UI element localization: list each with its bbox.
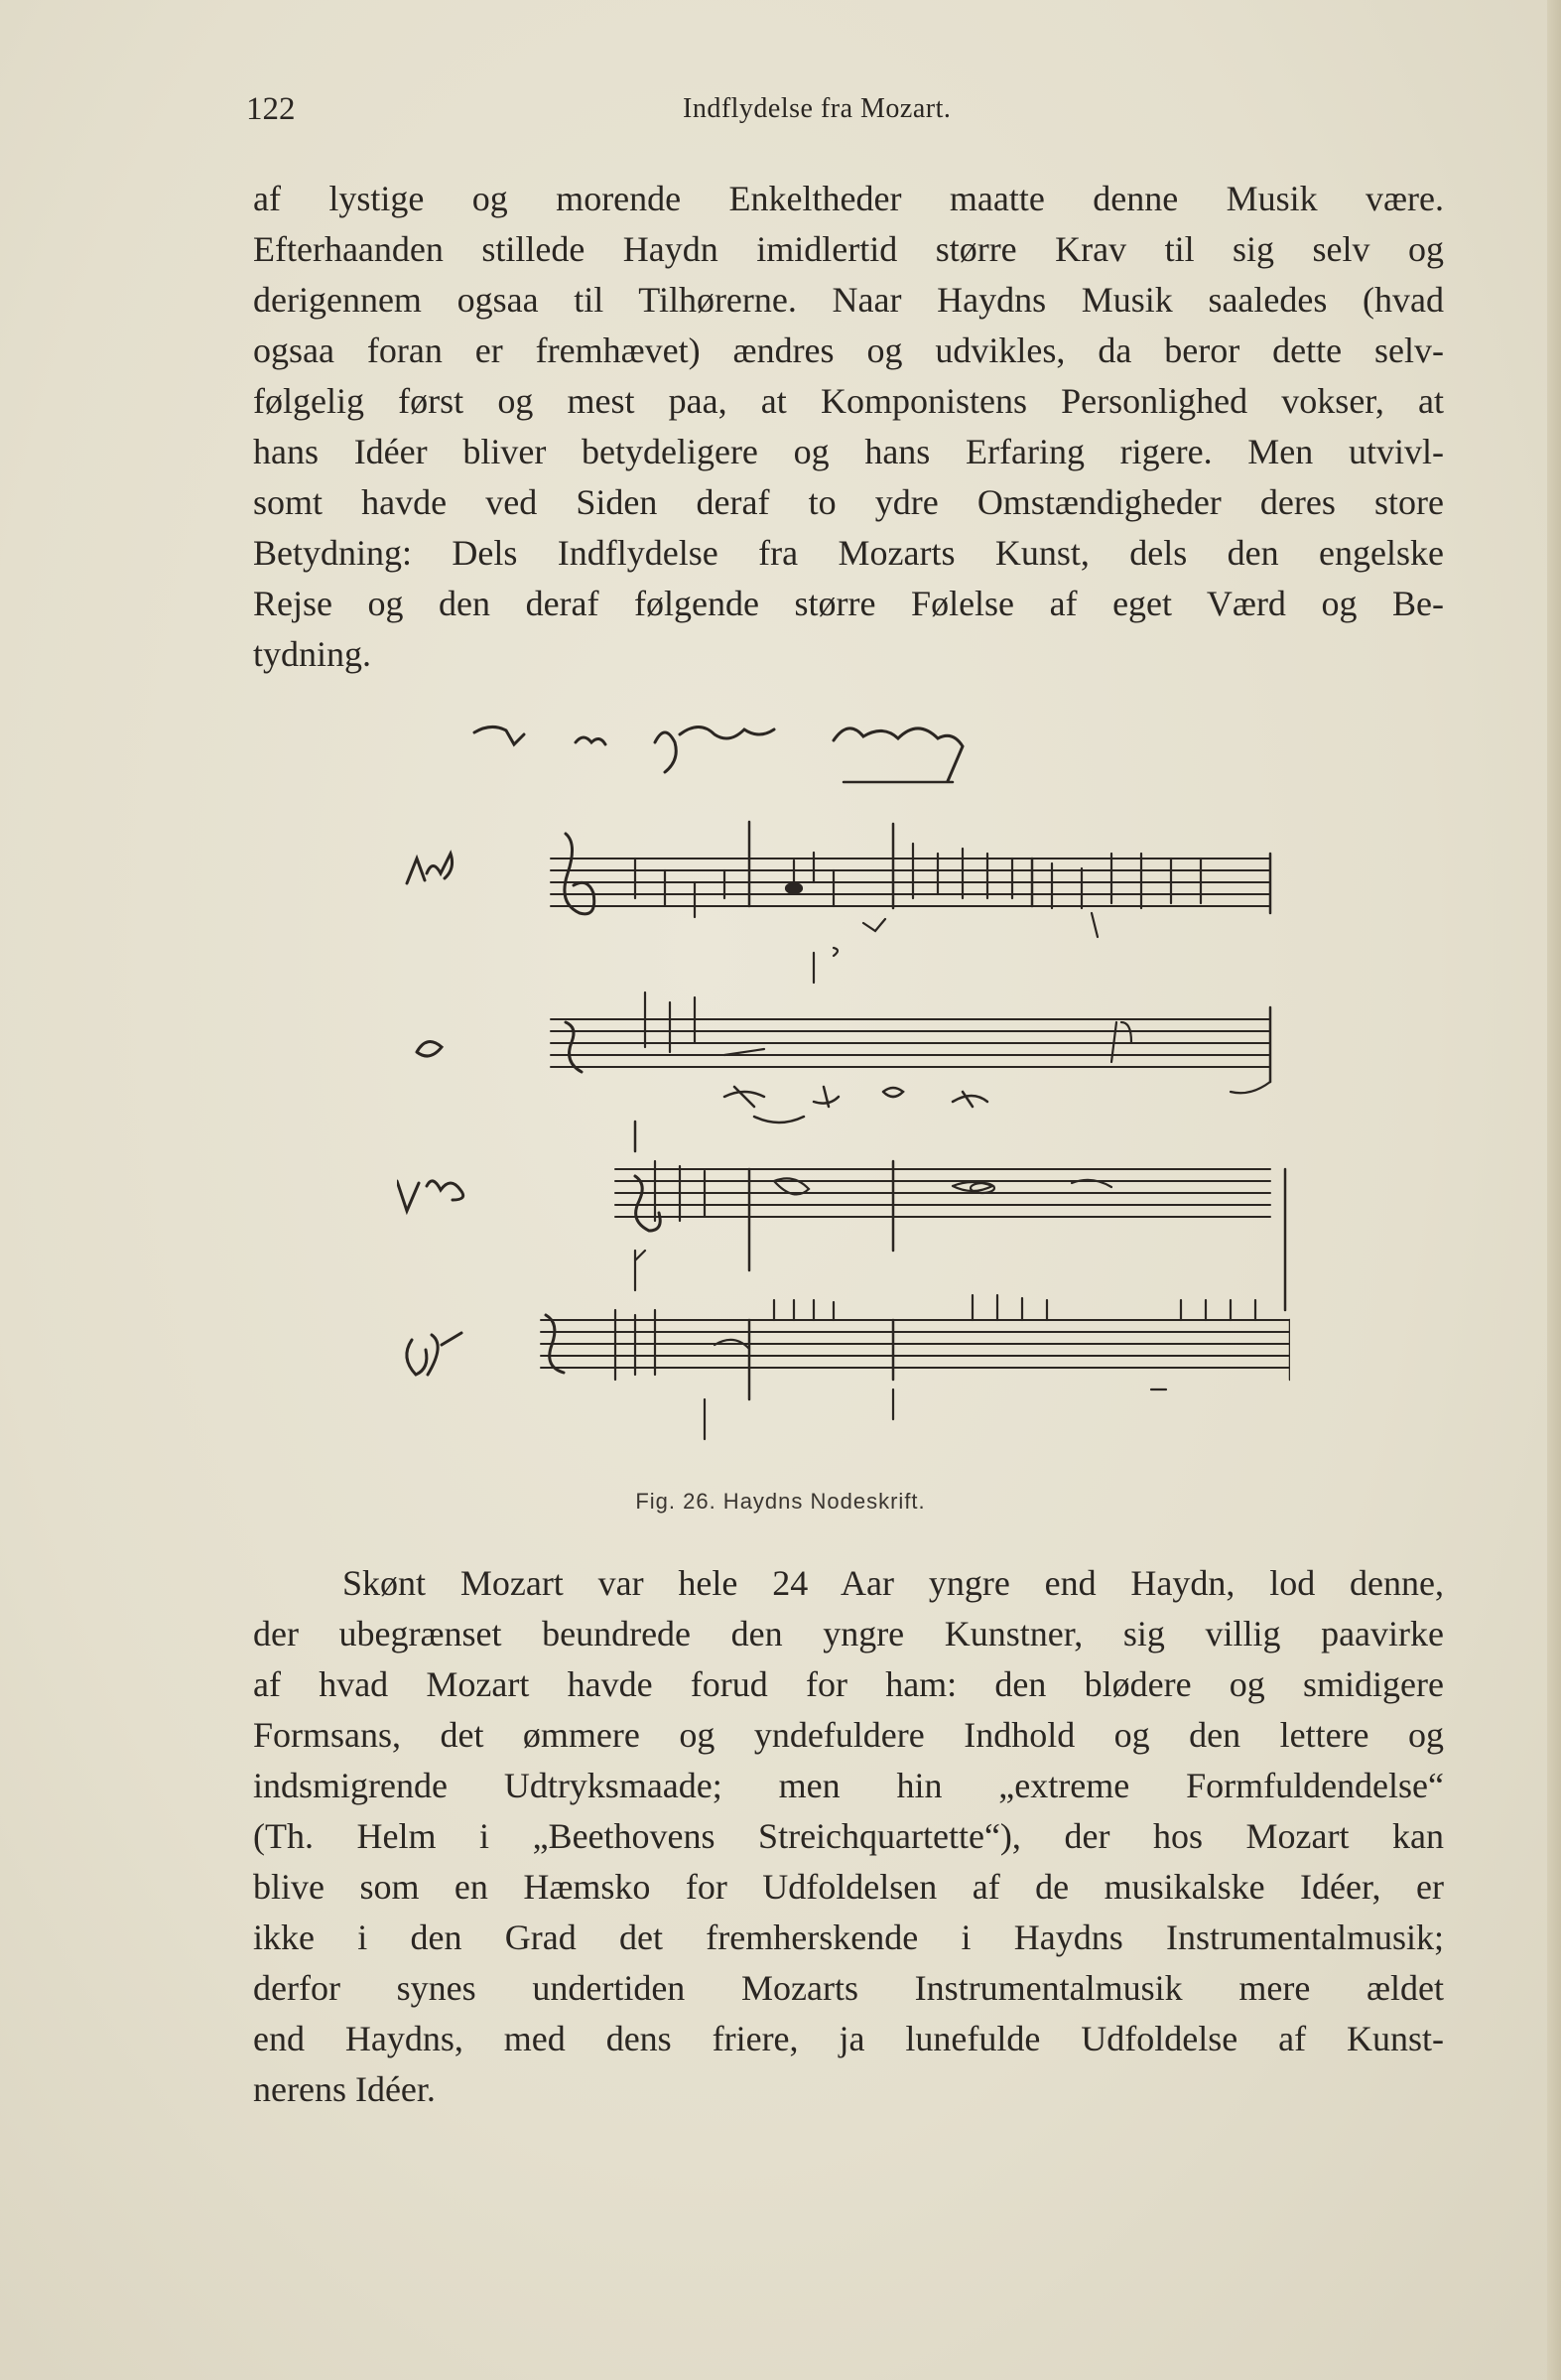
paragraph-2 <box>253 1558 1444 2115</box>
text-line: Efterhaanden stillede Haydn imidlertid større Krav til sig selv og <box>253 229 1444 269</box>
text-line: ogsaa foran er fremhævet) ændres og udvikles, da beror dette selv- <box>253 331 1444 370</box>
text-line: (Th. Helm i „Beethovens Streichquartette“), der hos Mozart kan <box>253 1816 1444 1856</box>
text-line: indsmigrende Udtryksmaade; men hin „extreme Formfuldendelse“ <box>253 1766 1444 1805</box>
text-line: Skønt Mozart var hele 24 Aar yngre end Haydn, lod denne, <box>342 1563 1444 1603</box>
text-line: derigennem ogsaa til Tilhørerne. Naar Haydns Musik saaledes (hvad <box>253 280 1444 320</box>
page-number: 122 <box>246 91 296 127</box>
page-edge <box>1547 0 1561 2380</box>
text-line: Betydning: Dels Indflydelse fra Mozarts Kunst, dels den engelske <box>253 533 1444 573</box>
text-line: blive som en Hæmsko for Udfoldelsen af de musikalske Idéer, er <box>253 1867 1444 1907</box>
music-manuscript-figure <box>397 695 1290 1469</box>
page-header <box>246 91 1437 131</box>
text-line: hans Idéer bliver betydeligere og hans Erfaring rigere. Men utvivl- <box>253 432 1444 471</box>
text-line: end Haydns, med dens friere, ja lunefulde Udfoldelse af Kunst- <box>253 2019 1444 2058</box>
text-line: Formsans, det ømmere og yndefuldere Indhold og den lettere og <box>253 1715 1444 1755</box>
text-line: af hvad Mozart havde forud for ham: den blødere og smidigere <box>253 1664 1444 1704</box>
text-line: af lystige og morende Enkeltheder maatte denne Musik være. <box>253 179 1444 218</box>
paragraph-1 <box>253 174 1444 680</box>
text-line: Rejse og den deraf følgende større Følelse af eget Værd og Be- <box>253 584 1444 623</box>
text-line: ikke i den Grad det fremherskende i Haydns Instrumentalmusik; <box>253 1917 1444 1957</box>
running-title: Indflydelse fra Mozart. <box>683 93 952 124</box>
text-line: der ubegrænset beundrede den yngre Kunstner, sig villig paavirke <box>253 1614 1444 1653</box>
text-line: nerens Idéer. <box>253 2069 436 2109</box>
text-line: derfor synes undertiden Mozarts Instrumentalmusik mere ældet <box>253 1968 1444 2008</box>
text-line: følgelig først og mest paa, at Komponistens Personlighed vokser, at <box>253 381 1444 421</box>
figure-caption: Fig. 26. Haydns Nodeskrift. <box>635 1489 926 1514</box>
text-line: tydning. <box>253 634 372 674</box>
text-line: somt havde ved Siden deraf to ydre Omstændigheder deres store <box>253 482 1444 522</box>
